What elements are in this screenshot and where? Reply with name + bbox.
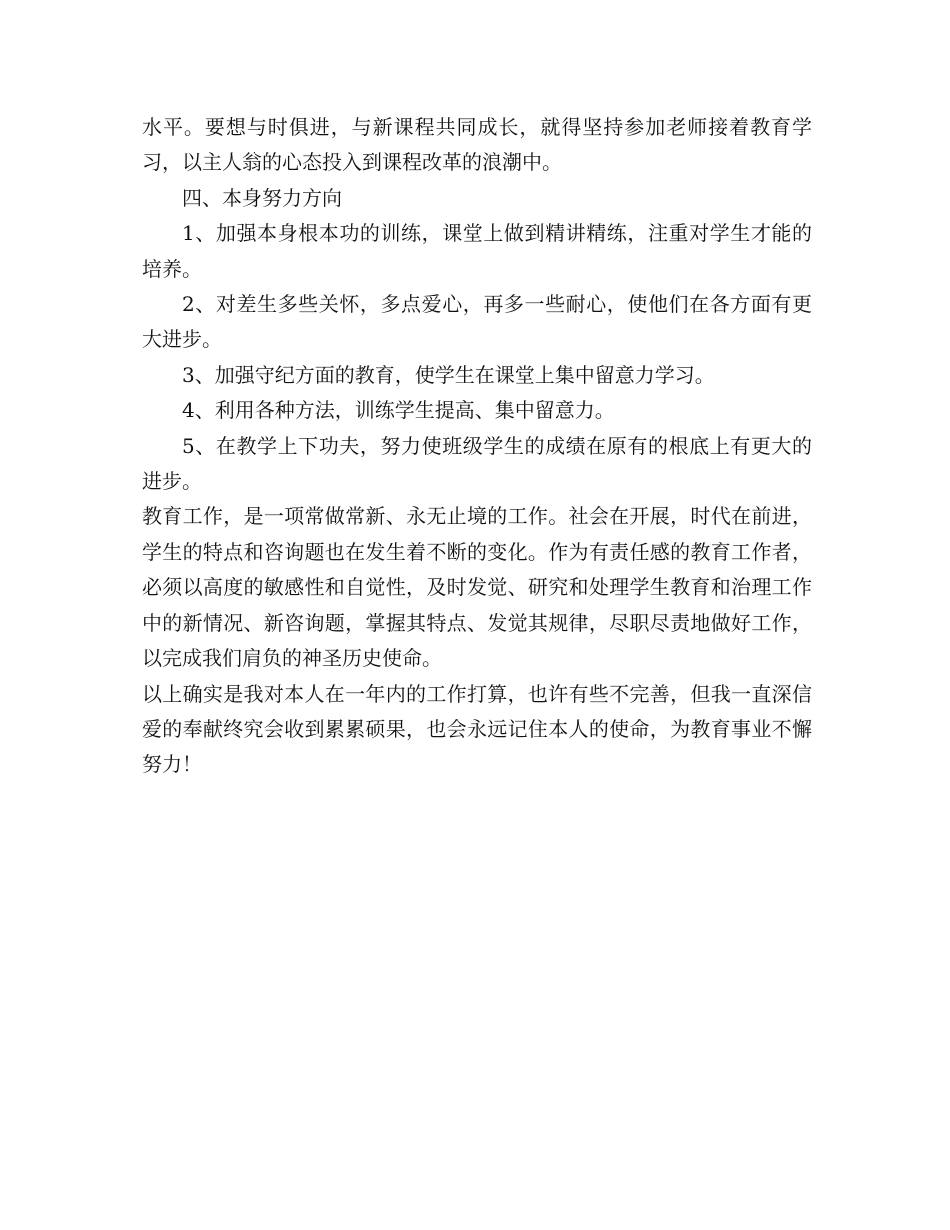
list-item-3: 3、加强守纪方面的教育，使学生在课堂上集中留意力学习。 — [182, 362, 715, 387]
list-item-4: 4、利用各种方法，训练学生提高、集中留意力。 — [182, 398, 615, 423]
document-body — [142, 110, 812, 783]
paragraph-continuation: 水平。要想与时俱进，与新课程共同成长，就得坚持参加老师接着教育学习，以主人翁的心态投入到课程改革的浪潮中。 — [142, 115, 812, 175]
paragraph-education-work: 教育工作，是一项常做常新、永无止境的工作。社会在开展，时代在前进，学生的特点和咨询题也在发生着不断的变化。作为有责任感的教育工作者，必须以高度的敏感性和自觉性，及时发觉、研究和处理学生教育和治理工作中的新情况、新咨询题，掌握其特点、发觉其规律，尽职尽责地做好工作，以完成我们肩负的神圣历史使命。 — [142, 504, 812, 671]
list-item-2: 2、对差生多些关怀，多点爱心，再多一些耐心，使他们在各方面有更大进步。 — [142, 292, 812, 352]
list-item-1: 1、加强本身根本功的训练，课堂上做到精讲精练，注重对学生才能的培养。 — [142, 221, 812, 281]
list-item-5: 5、在教学上下功夫，努力使班级学生的成绩在原有的根底上有更大的进步。 — [142, 433, 812, 494]
section-heading-self-direction: 四、本身努力方向 — [182, 185, 342, 210]
paragraph-conclusion: 以上确实是我对本人在一年内的工作打算，也许有些不完善，但我一直深信爱的奉献终究会收到累累硕果，也会永远记住本人的使命，为教育事业不懈努力！ — [142, 681, 812, 777]
